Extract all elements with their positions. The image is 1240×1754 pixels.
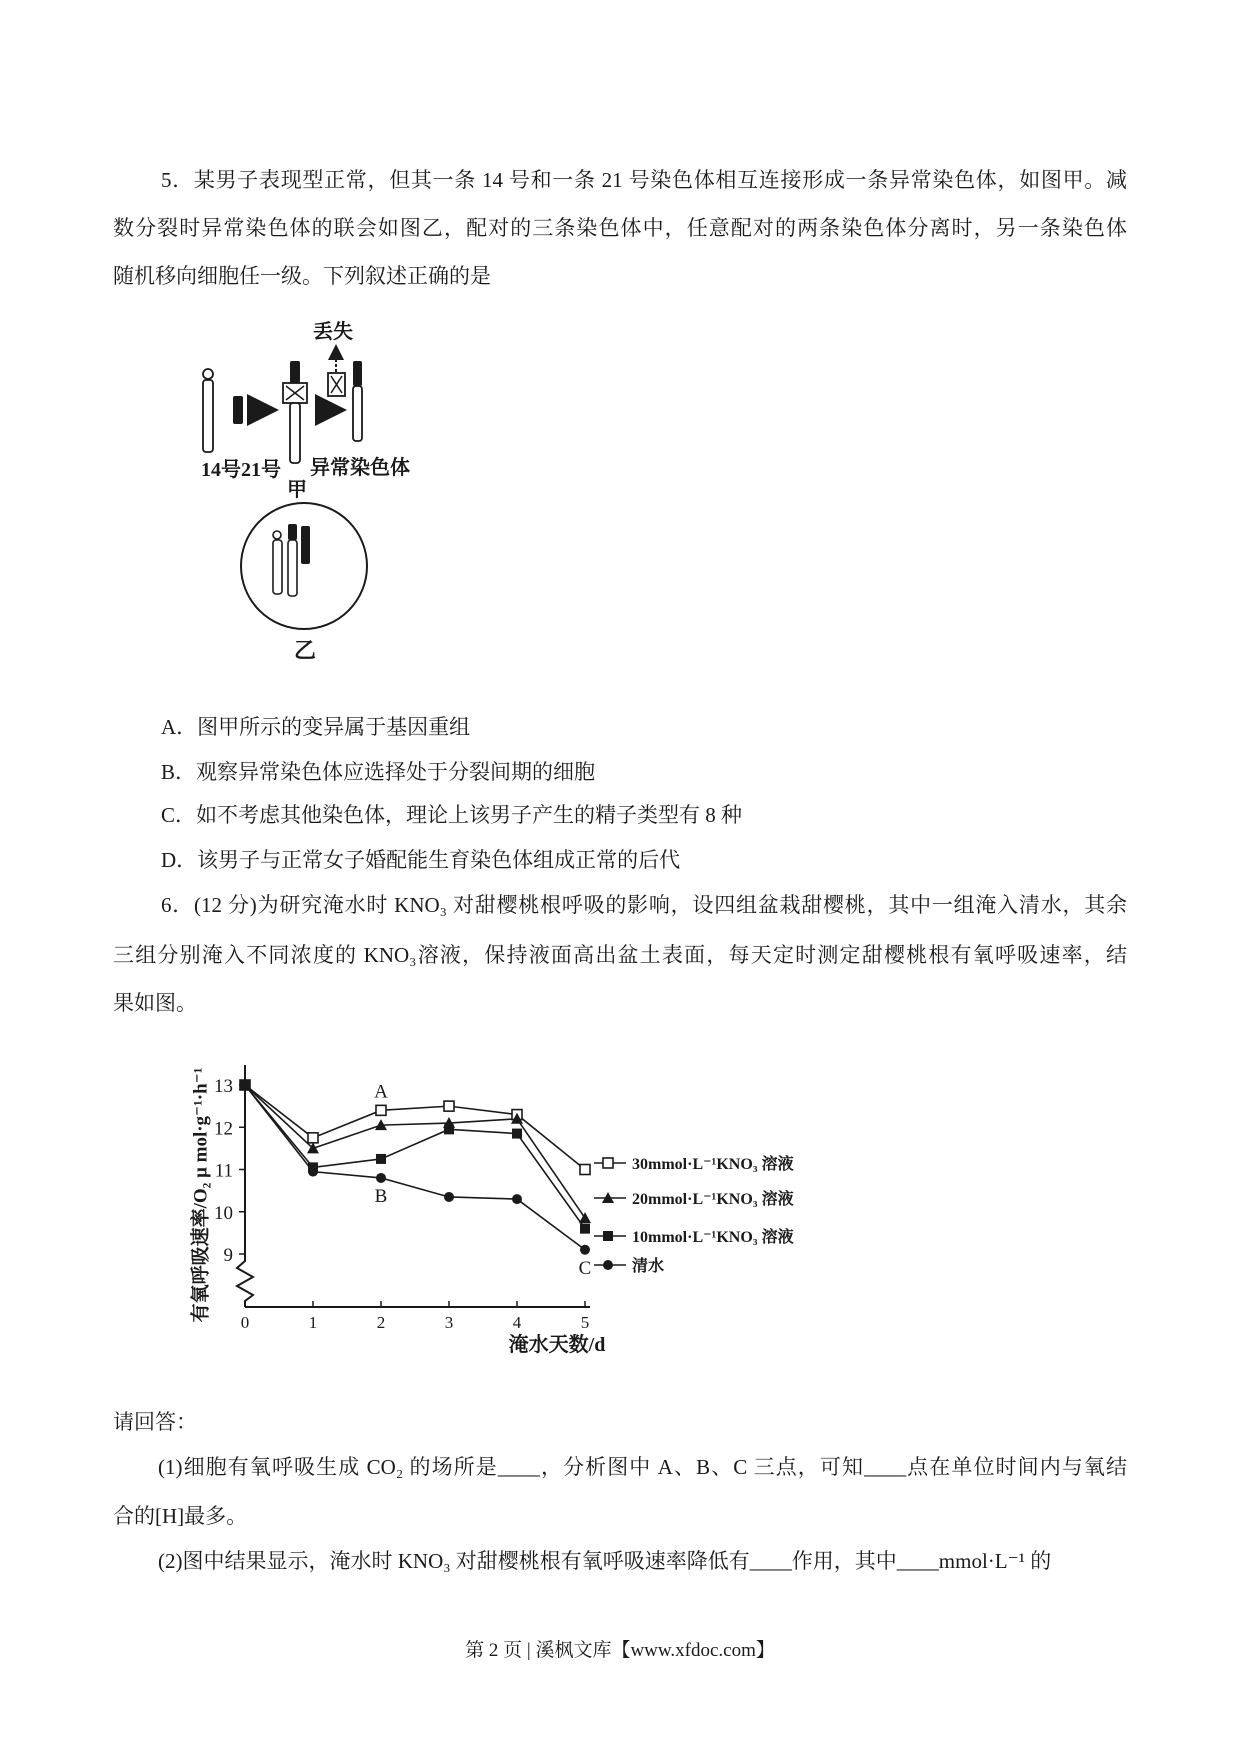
y-tick-label: 11 bbox=[214, 1160, 233, 1182]
data-point-series-3 bbox=[376, 1154, 386, 1164]
lost-segment bbox=[328, 373, 345, 396]
data-point-series-3 bbox=[580, 1224, 590, 1234]
legend-marker bbox=[603, 1231, 613, 1241]
cell-circle bbox=[241, 503, 367, 629]
chromosome-figure bbox=[195, 316, 460, 666]
data-point-series-4 bbox=[308, 1167, 318, 1177]
point-label: C bbox=[578, 1257, 592, 1279]
y-tick-label: 10 bbox=[214, 1202, 233, 1224]
subquestion-1-line: (1)细胞有氧呼吸生成 CO₂ 的场所是____，分析图中 A、B、C 三点，可知____点在单位时间内与氧结 bbox=[158, 1455, 1127, 1479]
subquestion-2-line: (2)图中结果显示，淹水时 KNO₃ 对甜樱桃根有氧呼吸速率降低有____作用，其中____mmol·L⁻¹ 的 bbox=[158, 1549, 1052, 1573]
legend-label: 10mmol·L⁻¹KNO₃ 溶液 bbox=[632, 1229, 794, 1246]
question6-text-line: 果如图。 bbox=[113, 991, 197, 1015]
synapsis-chromosomes bbox=[273, 524, 310, 596]
x-tick-label: 1 bbox=[308, 1313, 318, 1332]
fused-chromosome-a bbox=[283, 361, 307, 463]
lost-label: 丢失 bbox=[313, 321, 353, 343]
y-tick-label: 9 bbox=[223, 1245, 233, 1266]
option-a: A．图甲所示的变异属于基因重组 bbox=[161, 715, 471, 739]
data-point-series-1 bbox=[444, 1101, 454, 1111]
x-tick-label: 5 bbox=[580, 1313, 590, 1332]
option-c: C．如不考虑其他染色体，理论上该男子产生的精子类型有 8 种 bbox=[161, 803, 743, 827]
x-tick-label: 3 bbox=[444, 1313, 454, 1332]
abnormal-chromosome-label: 异常染色体 bbox=[310, 457, 410, 479]
y-axis-label: 有氧呼吸速率/O₂ μ mol·g⁻¹·h⁻¹ bbox=[190, 1067, 212, 1323]
data-point-series-4 bbox=[444, 1192, 454, 1202]
question6-text-line: 6．(12 分)为研究淹水时 KNO₃ 对甜樱桃根呼吸的影响，设四组盆栽甜樱桃，其中一组淹入清水，其余 bbox=[161, 893, 1127, 917]
data-point-series-3 bbox=[444, 1124, 454, 1134]
x-tick-label: 4 bbox=[512, 1313, 522, 1332]
legend-label: 20mmol·L⁻¹KNO₃ 溶液 bbox=[632, 1191, 794, 1208]
series-line-4 bbox=[245, 1085, 585, 1250]
x-axis-label: 淹水天数/d bbox=[508, 1334, 606, 1356]
option-b: B．观察异常染色体应选择处于分裂间期的细胞 bbox=[161, 760, 596, 784]
chromosome-number-label: 14号21号 bbox=[201, 459, 281, 481]
respiration-rate-chart bbox=[180, 1025, 840, 1360]
data-point-series-2 bbox=[579, 1212, 591, 1223]
legend-marker bbox=[603, 1260, 613, 1270]
x-tick-label: 0 bbox=[240, 1313, 250, 1332]
question5-text-line: 随机移向细胞任一级。下列叙述正确的是 bbox=[113, 264, 491, 288]
subquestion-1-line: 合的[H]最多。 bbox=[113, 1504, 248, 1528]
page-footer: 第 2 页 | 溪枫文库【www.xfdoc.com】 bbox=[465, 1640, 775, 1661]
data-point-series-4 bbox=[376, 1173, 386, 1183]
data-point-series-4 bbox=[240, 1080, 250, 1090]
chromosome-14 bbox=[203, 369, 213, 452]
series-line-2 bbox=[245, 1085, 585, 1218]
x-tick-label: 2 bbox=[376, 1313, 386, 1332]
y-tick-label: 12 bbox=[214, 1118, 233, 1140]
answer-prompt: 请回答： bbox=[113, 1410, 197, 1434]
point-label: A bbox=[374, 1081, 388, 1103]
legend-marker bbox=[603, 1158, 613, 1168]
legend-label: 30mmol·L⁻¹KNO₃ 溶液 bbox=[632, 1156, 794, 1173]
data-point-series-4 bbox=[512, 1194, 522, 1204]
figure-b-label: 乙 bbox=[294, 638, 317, 663]
option-d: D．该男子与正常女子婚配能生育染色体组成正常的后代 bbox=[161, 848, 681, 872]
question6-text-line: 三组分别淹入不同浓度的 KNO₃溶液，保持液面高出盆土表面，每天定时测定甜樱桃根有氧呼吸速率，结 bbox=[113, 943, 1127, 967]
data-point-series-1 bbox=[308, 1133, 318, 1143]
question5-text-line: 数分裂时异常染色体的联会如图乙，配对的三条染色体中，任意配对的两条染色体分离时，另一条染色体 bbox=[113, 216, 1127, 240]
y-tick-label: 13 bbox=[214, 1076, 233, 1097]
point-label: B bbox=[374, 1185, 388, 1207]
data-point-series-1 bbox=[580, 1165, 590, 1175]
legend-label: 清水 bbox=[632, 1258, 665, 1275]
data-point-series-3 bbox=[512, 1129, 522, 1139]
question5-text-line: 5．某男子表现型正常，但其一条 14 号和一条 21 号染色体相互连接形成一条异常染色体，如图甲。减 bbox=[161, 168, 1127, 192]
series-line-3 bbox=[245, 1085, 585, 1229]
data-point-series-1 bbox=[376, 1105, 386, 1115]
y-axis bbox=[237, 1065, 253, 1307]
data-point-series-4 bbox=[580, 1245, 590, 1255]
abnormal-chromosome bbox=[353, 361, 362, 441]
chromosome-21 bbox=[233, 396, 243, 424]
figure-a-label: 甲 bbox=[287, 479, 307, 501]
